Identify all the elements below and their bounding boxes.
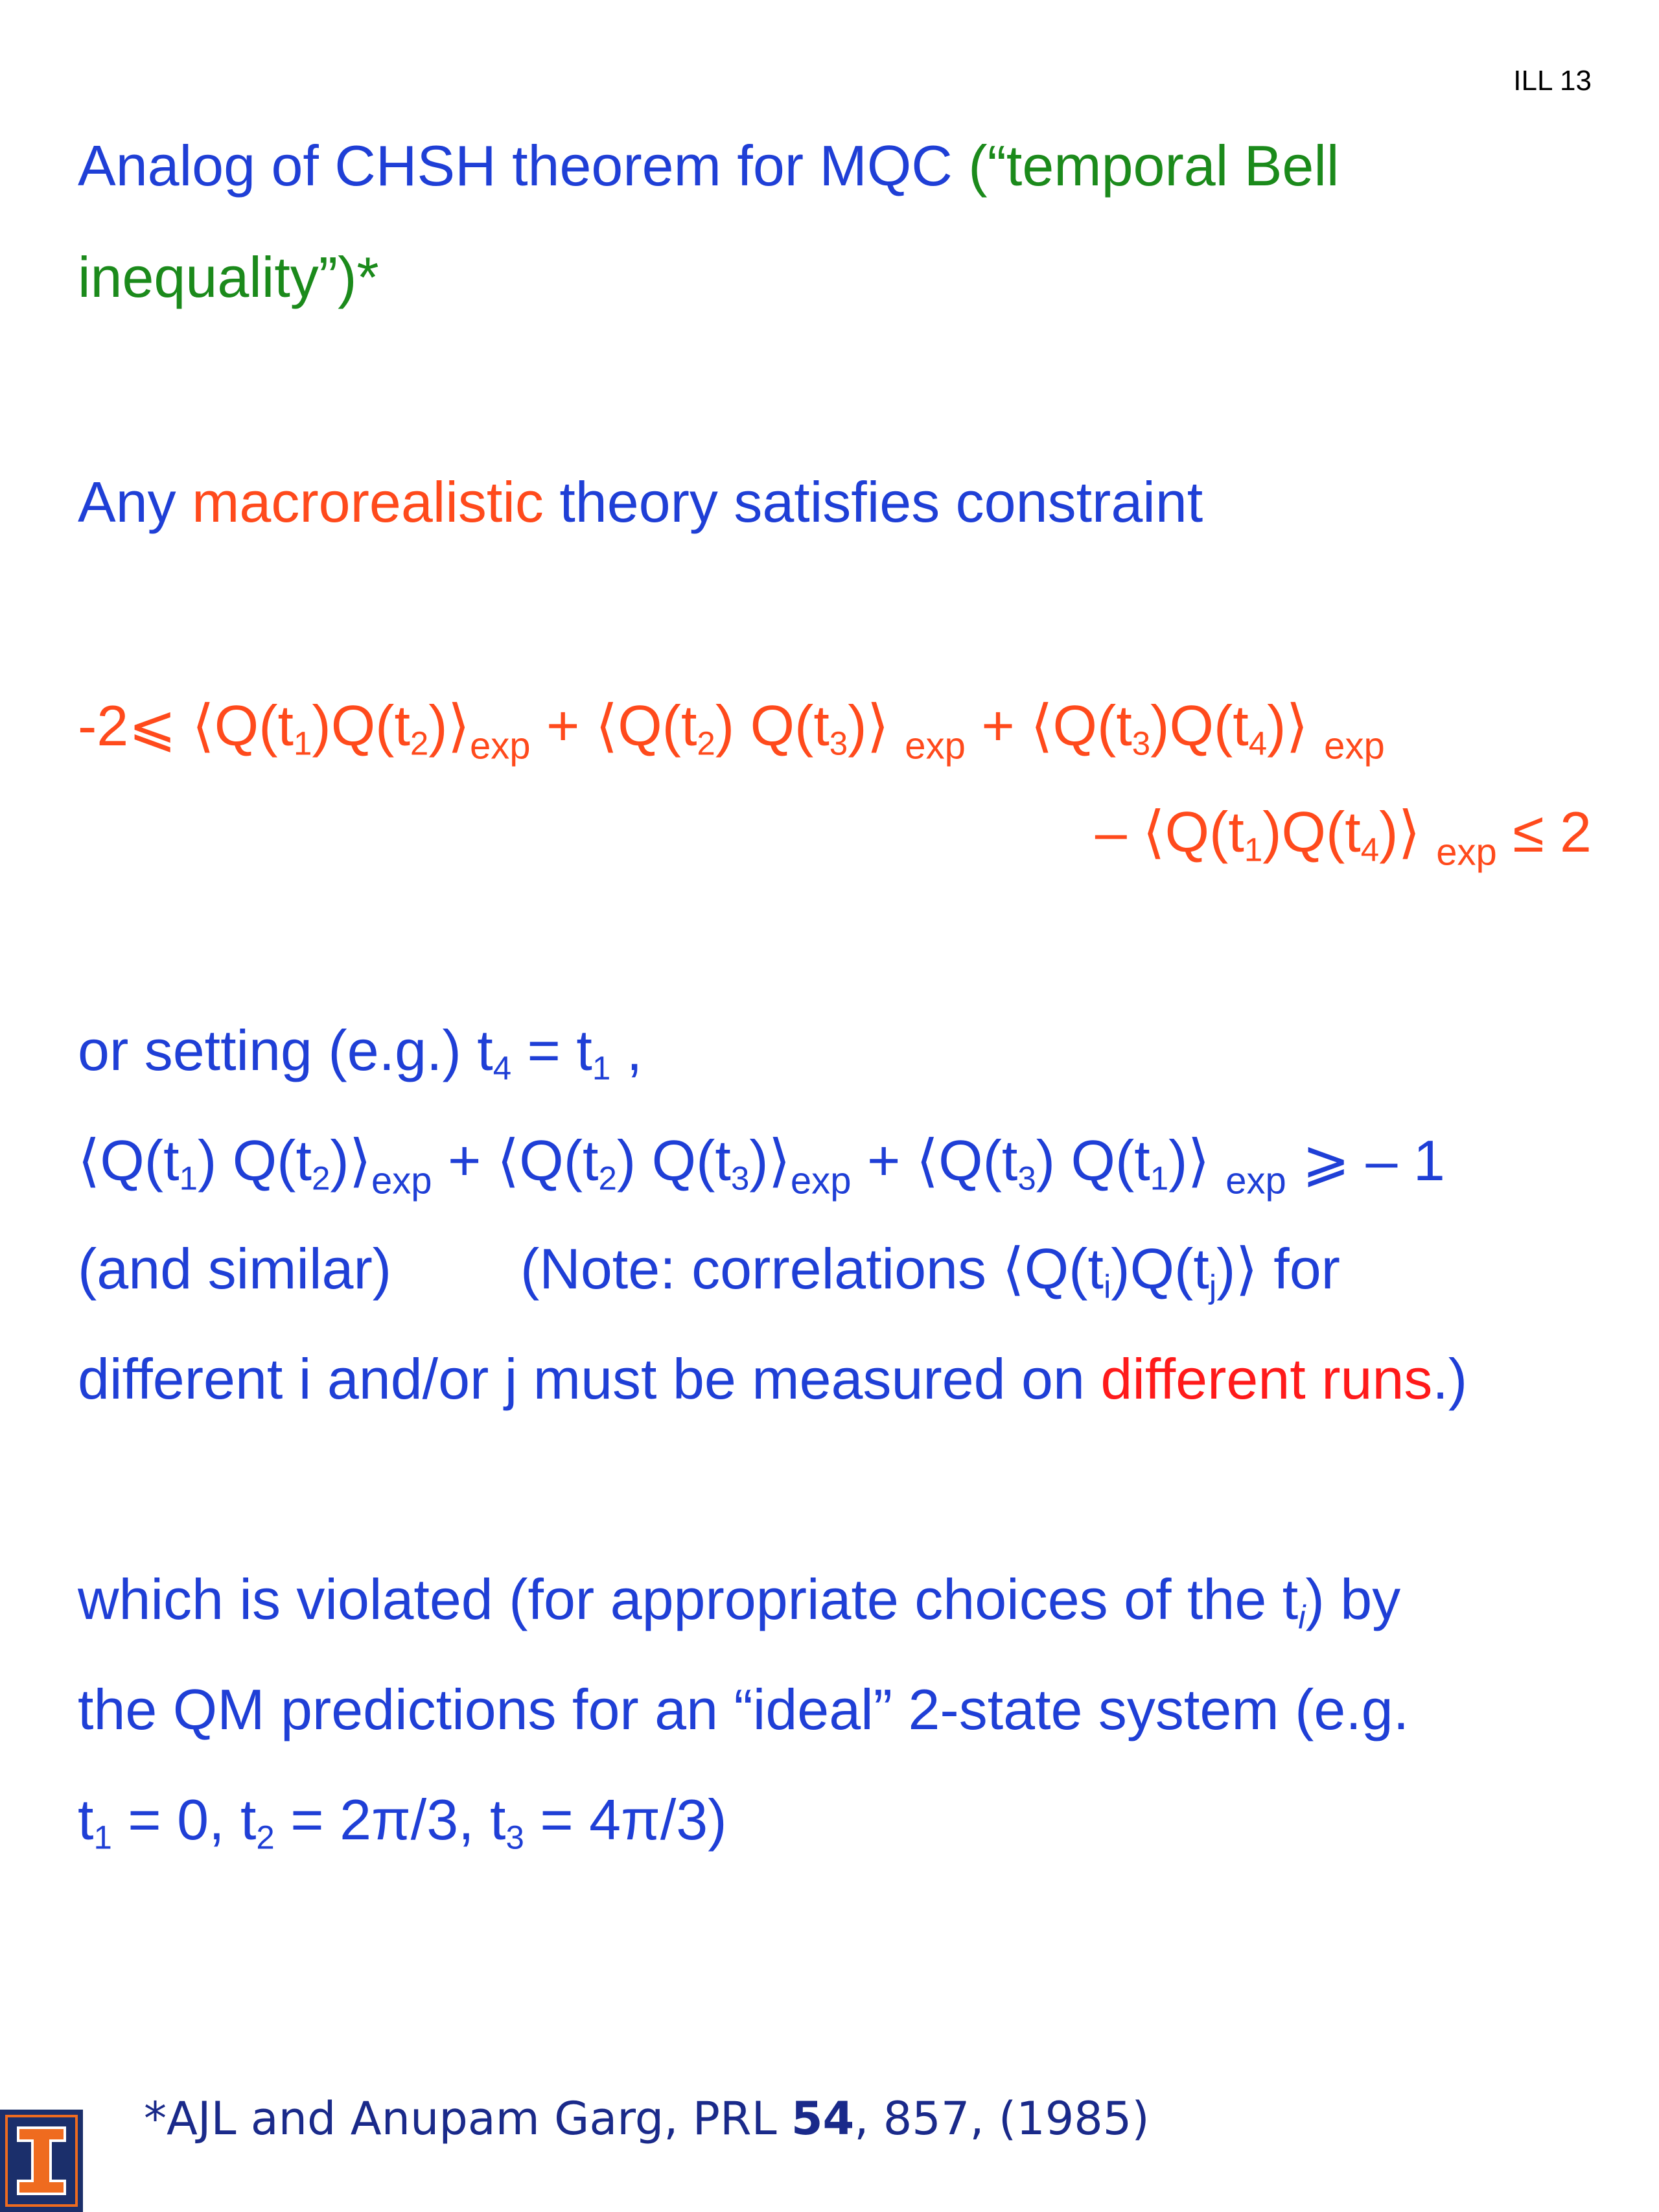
university-block-i-logo: [0, 2110, 83, 2212]
reduced-rhs: ⩾ – 1: [1302, 1128, 1445, 1193]
different-runs: different runs: [1100, 1347, 1433, 1411]
violation-line1: which is violated (for appropriate choices of the $t_i$) by: [78, 1567, 1401, 1636]
violation-line3: $t_1 = 0$, $t_2 = 2\pi/3$, $t_3 = 4\pi/3$): [78, 1787, 727, 1856]
violation-line2: the QM predictions for an “ideal” 2-state system (e.g.: [78, 1677, 1410, 1741]
claim-highlight: macrorealistic: [192, 470, 544, 534]
note-line2: different i and/or j must be measured on different runs.): [78, 1347, 1468, 1411]
note-line1: (and similar) (Note: correlations $⟨Q(t_i)Q(t_j)⟩$ for: [78, 1237, 1340, 1305]
claim-line: [78, 471, 1203, 534]
title-part1: Analog of CHSH theorem for MQC: [78, 134, 953, 198]
title-part2: (“temporal Bell: [952, 134, 1340, 198]
inequality-upper-bound: ≤ 2: [1513, 800, 1592, 864]
title-line2: inequality”)*: [78, 245, 379, 309]
reduced-inequality: $⟨Q(t_1)$ $Q(t_2)⟩_{exp}$ + $⟨Q(t_2)$ $Q(t_3)⟩_{exp}$ + $⟨Q(t_3)$ $Q(t_1)⟩$ $_{exp}$ ⩾ – 1: [78, 1128, 1445, 1202]
and-similar: (and similar): [78, 1237, 392, 1301]
inequality-line2: – $⟨Q(t_1)Q(t_4)⟩$ $_{exp}$ ≤ 2: [1095, 800, 1592, 874]
setting-line: or setting (e.g.) $t_4 = t_1$ ,: [78, 1018, 643, 1087]
claim-suffix: theory satisfies constraint: [543, 470, 1203, 534]
footnote-citation: *AJL and Anupam Garg, PRL 54, 857, (1985): [144, 2092, 1150, 2145]
slide-title: [78, 135, 1339, 198]
inequality-lower-bound: -2⩽: [78, 693, 176, 758]
inequality-line1: -2⩽ $⟨Q(t_1)Q(t_2)⟩_{exp}$ + $⟨Q(t_2)$ $Q(t_3)⟩$ $_{exp} + ⟨Q(t_3)Q(t_4)⟩$ $_{exp}$: [78, 693, 1385, 767]
slide-number: ILL 13: [1513, 65, 1592, 97]
claim-prefix: Any: [78, 470, 192, 534]
